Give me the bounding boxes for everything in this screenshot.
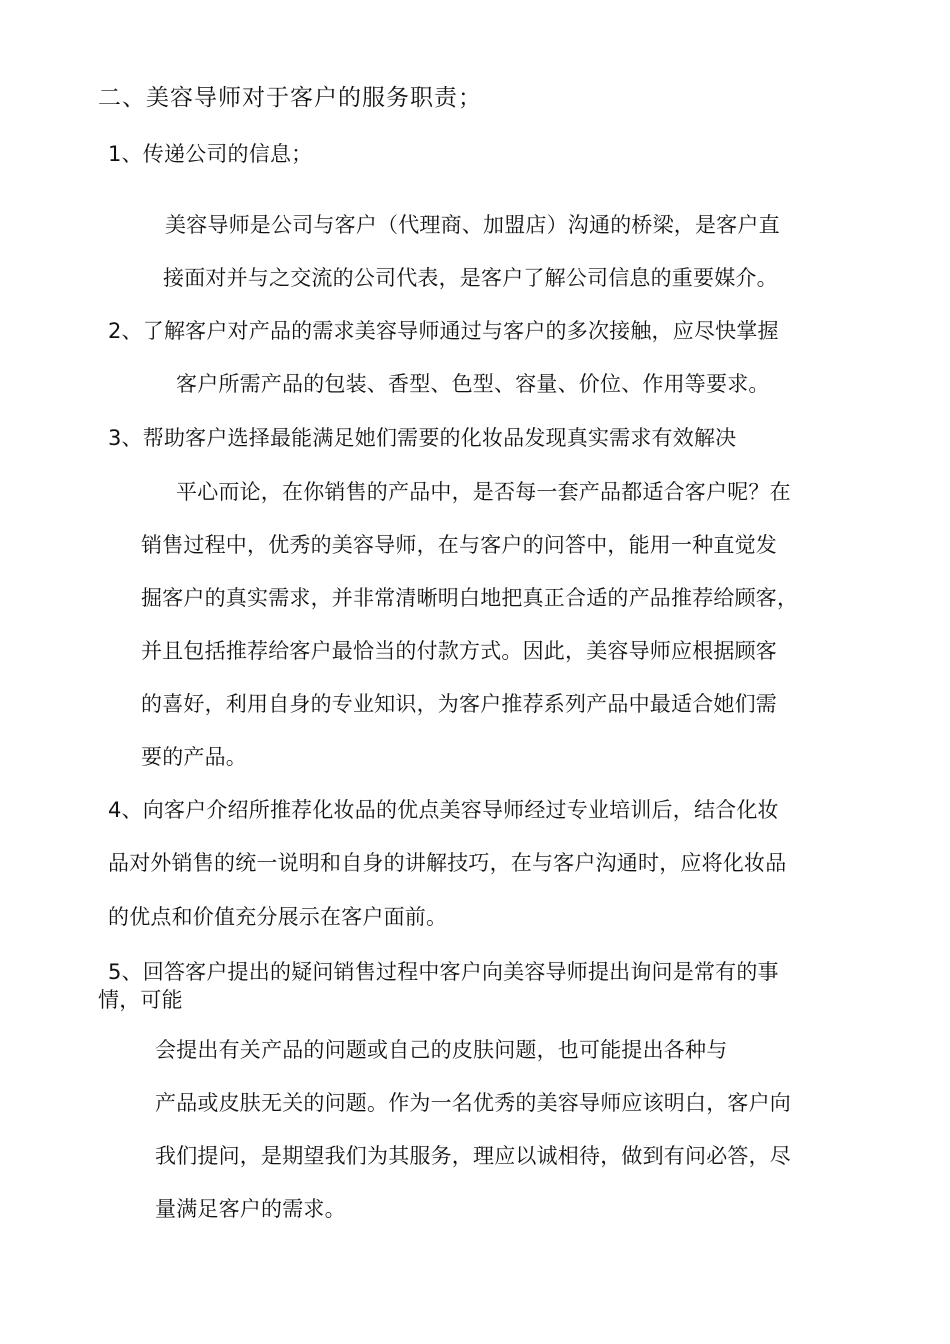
item-3-title: 3、帮助客户选择最能满足她们需要的化妆品发现真实需求有效解决	[108, 426, 737, 450]
item-5-paragraph-line: 产品或皮肤无关的问题。作为一名优秀的美容导师应该明白，客户向	[155, 1091, 791, 1115]
item-2-paragraph-line: 客户所需产品的包装、香型、色型、容量、价位、作用等要求。	[176, 372, 770, 396]
item-5-paragraph-line: 会提出有关产品的问题或自己的皮肤问题，也可能提出各种与	[155, 1038, 728, 1062]
item-1-title: 1、传递公司的信息；	[108, 142, 313, 166]
item-3-paragraph-line: 的喜好，利用自身的专业知识，为客户推荐系列产品中最适合她们需	[141, 692, 777, 716]
item-3-paragraph-line: 销售过程中，优秀的美容导师，在与客户的问答中，能用一种直觉发	[141, 533, 777, 557]
item-4-paragraph-line: 品对外销售的统一说明和自身的讲解技巧，在与客户沟通时，应将化妆品	[108, 851, 787, 875]
item-2-title: 2、了解客户对产品的需求美容导师通过与客户的多次接触，应尽快掌握	[108, 319, 779, 343]
item-5-title: 5、回答客户提出的疑问销售过程中客户向美容导师提出询问是常有的事	[108, 960, 779, 984]
item-3-paragraph-line: 并且包括推荐给客户最恰当的付款方式。因此，美容导师应根据顾客	[141, 639, 777, 663]
item-1-paragraph-line: 接面对并与之交流的公司代表，是客户了解公司信息的重要媒介。	[163, 266, 778, 290]
section-heading: 二、美容导师对于客户的服务职责；	[98, 85, 482, 111]
item-4-title: 4、向客户介绍所推荐化妆品的优点美容导师经过专业培训后，结合化妆	[108, 798, 779, 822]
item-5-paragraph-line: 量满足客户的需求。	[155, 1197, 346, 1221]
item-1-paragraph-line: 美容导师是公司与客户（代理商、加盟店）沟通的桥梁，是客户直	[165, 213, 780, 237]
item-5-title-continuation: 情，可能	[98, 988, 183, 1012]
item-3-paragraph-line: 要的产品。	[141, 745, 247, 769]
item-4-paragraph-line: 的优点和价值充分展示在客户面前。	[108, 905, 448, 929]
item-3-paragraph-line: 掘客户的真实需求，并非常清晰明白地把真正合适的产品推荐给顾客，	[141, 586, 799, 610]
item-5-paragraph-line: 我们提问，是期望我们为其服务，理应以诚相待，做到有问必答，尽	[155, 1144, 791, 1168]
item-3-paragraph-line: 平心而论，在你销售的产品中，是否每一套产品都适合客户呢？在	[176, 480, 791, 504]
